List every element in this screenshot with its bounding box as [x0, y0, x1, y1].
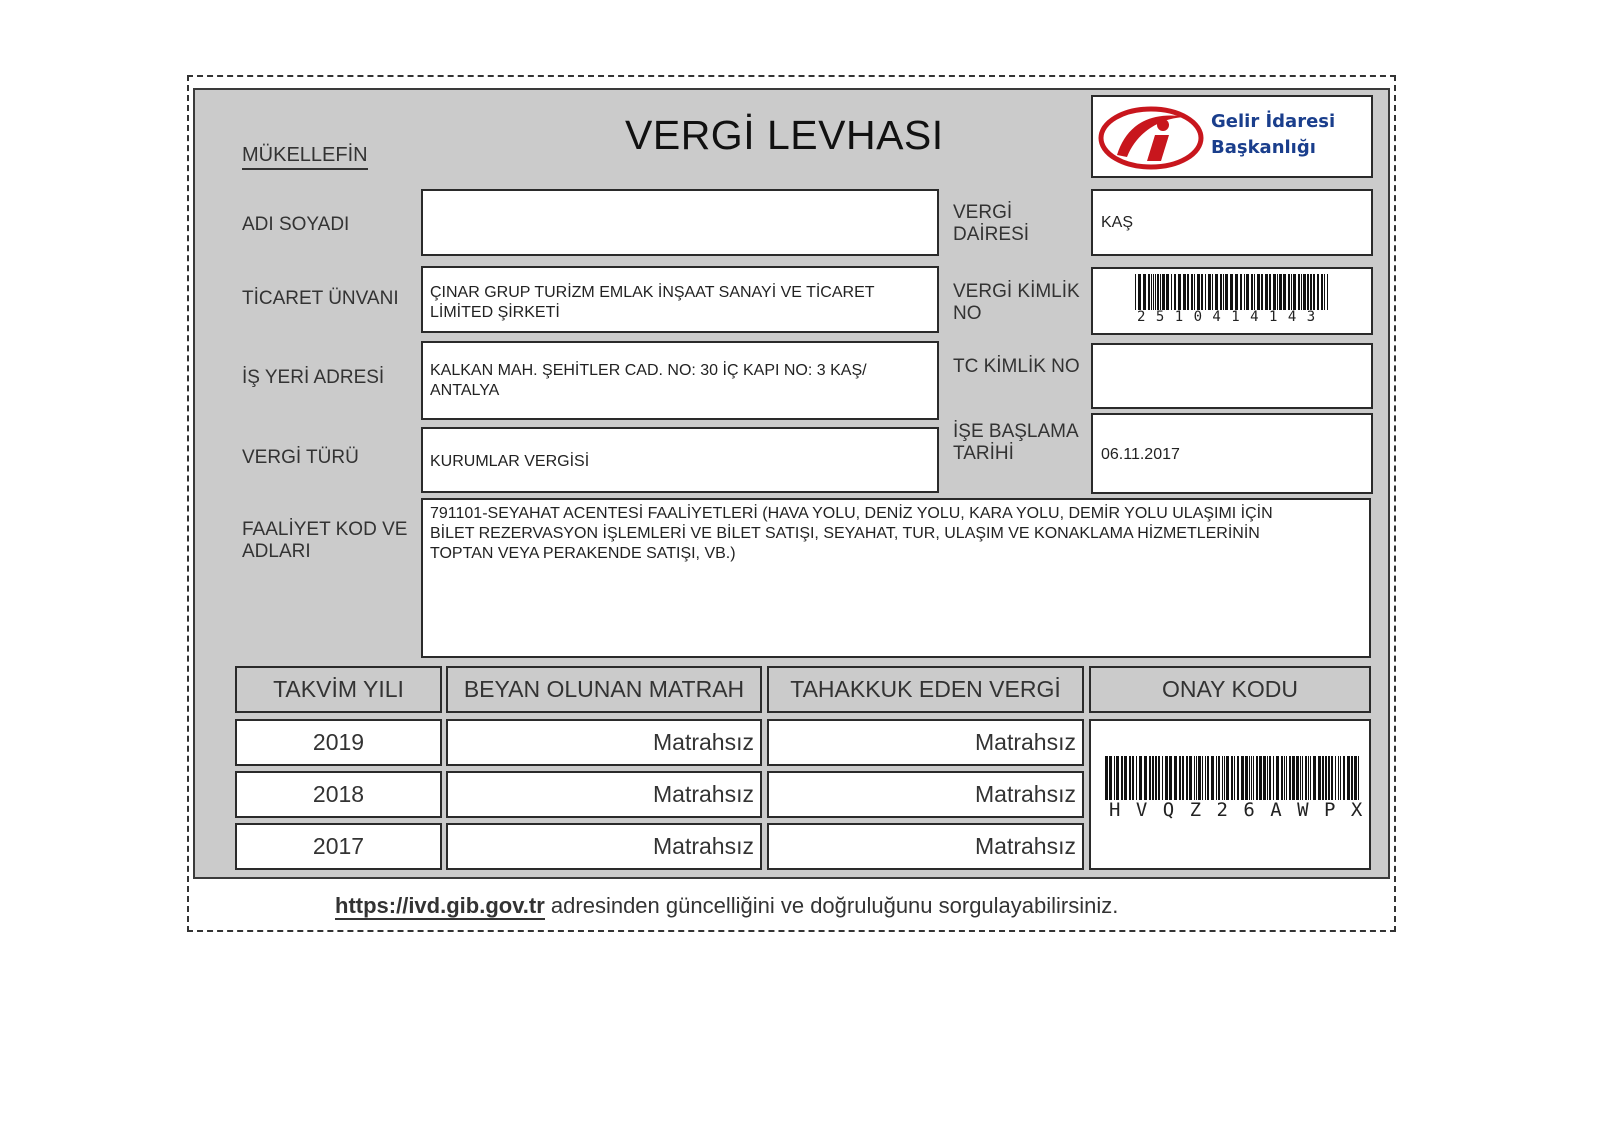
is-yeri-adresi-label: İŞ YERİ ADRESİ — [242, 367, 385, 388]
barcode-bar — [1347, 756, 1350, 800]
barcode-bar — [1225, 274, 1228, 310]
barcode-bar — [1220, 274, 1222, 310]
barcode-bar — [1207, 756, 1209, 800]
ise-baslama-label-line-2: TARİHİ — [953, 443, 1014, 464]
gib-logo — [1091, 95, 1373, 178]
barcode-bar — [1328, 756, 1330, 800]
barcode-bar — [1189, 756, 1192, 800]
barcode-bar — [1327, 274, 1328, 310]
barcode-bar — [1234, 756, 1235, 800]
barcode-bar — [1240, 274, 1242, 310]
barcode-bar — [1322, 756, 1324, 800]
verification-note — [335, 893, 1118, 919]
vergi-dairesi-label-line-2: DAİRESİ — [953, 224, 1030, 245]
barcode-bar — [1136, 756, 1137, 800]
gib-logo-text — [1211, 109, 1335, 161]
barcode-bar — [1211, 756, 1214, 800]
col-header-takvim-yili: TAKVİM YILI — [235, 666, 442, 713]
barcode-bar — [1269, 274, 1271, 310]
barcode-bar — [1313, 274, 1315, 310]
barcode-bar — [1114, 756, 1115, 800]
barcode-bar — [1223, 274, 1224, 310]
barcode-bar — [1191, 274, 1193, 310]
table-cell-year: 2017 — [235, 823, 442, 870]
barcode-bar — [1162, 274, 1165, 310]
barcode-bar — [1109, 756, 1112, 800]
vergi-kimlik-label-line-1: VERGİ KİMLİK — [953, 281, 1080, 302]
barcode-bar — [1261, 274, 1263, 310]
barcode-bar — [1166, 274, 1169, 310]
barcode-bar — [1308, 756, 1309, 800]
page-title: VERGİ LEVHASI — [625, 112, 944, 158]
barcode-bar — [1273, 274, 1276, 310]
barcode-bar — [1135, 274, 1136, 310]
vergi-dairesi-label-line-1: VERGİ — [953, 202, 1013, 223]
is-yeri-adresi-field — [421, 341, 939, 420]
logo-line-1: Gelir İdaresi — [1211, 111, 1336, 132]
barcode-bar — [1121, 756, 1123, 800]
barcode-bar — [1151, 274, 1152, 310]
vergi-kimlik-label-line-2: NO — [953, 303, 982, 324]
barcode-bar — [1187, 274, 1189, 310]
barcode-bar — [1182, 756, 1184, 800]
barcode-bar — [1144, 756, 1147, 800]
barcode-bar — [1302, 756, 1303, 800]
barcode-bar — [1245, 756, 1248, 800]
barcode-bar — [1222, 756, 1223, 800]
barcode-bar — [1174, 274, 1176, 310]
barcode-bar — [1305, 756, 1307, 800]
barcode-bar — [1301, 274, 1302, 310]
barcode-bar — [1254, 274, 1255, 310]
ise-baslama-label-line-1: İŞE BAŞLAMA — [953, 421, 1079, 442]
barcode-bar — [1231, 756, 1233, 800]
barcode-bar — [1279, 274, 1282, 310]
barcode-bar — [1331, 756, 1333, 800]
tc-kimlik-field — [1091, 343, 1373, 409]
barcode-bar — [1116, 756, 1119, 800]
barcode-bar — [1153, 274, 1154, 310]
barcode-bar — [1265, 274, 1268, 310]
ticaret-unvani-field — [421, 266, 939, 333]
barcode-bar — [1289, 756, 1291, 800]
col-header-beyan-olunan-matrah: BEYAN OLUNAN MATRAH — [446, 666, 762, 713]
barcode-bar — [1165, 756, 1168, 800]
barcode-bar — [1162, 756, 1163, 800]
barcode-bar — [1139, 756, 1142, 800]
ticaret-unvani-value — [430, 283, 875, 323]
barcode-bar — [1155, 274, 1156, 310]
vergi-kimlik-label — [953, 281, 1080, 325]
barcode-bar — [1281, 756, 1283, 800]
barcode-bar — [1198, 756, 1201, 800]
barcode-bar — [1230, 274, 1233, 310]
is-yeri-adresi-line-2: ANTALYA — [430, 382, 500, 399]
barcode-bar — [1218, 756, 1220, 800]
barcode-bar — [1157, 274, 1159, 310]
ticaret-unvani-line-2: LİMİTED ŞİRKETİ — [430, 304, 560, 321]
barcode-bar — [1324, 274, 1325, 310]
ticaret-unvani-label: TİCARET ÜNVANI — [242, 288, 399, 309]
barcode-bar — [1300, 756, 1301, 800]
barcode-bar — [1194, 274, 1195, 310]
barcode-bar — [1283, 274, 1286, 310]
barcode-bar — [1310, 274, 1312, 310]
barcode-bar — [1178, 274, 1181, 310]
col-header-onay-kodu: ONAY KODU — [1089, 666, 1371, 713]
table-cell-year: 2018 — [235, 771, 442, 818]
table-cell-vergi: Matrahsız — [767, 823, 1084, 870]
faaliyet-field — [421, 498, 1371, 658]
faaliyet-label-line-1: FAALİYET KOD VE — [242, 519, 408, 540]
vergi-dairesi-label — [953, 202, 1029, 246]
barcode-bar — [1313, 756, 1316, 800]
barcode-bar — [1235, 274, 1238, 310]
barcode-bar — [1246, 274, 1249, 310]
tc-kimlik-label: TC KİMLİK NO — [953, 356, 1080, 377]
barcode-bar — [1277, 274, 1278, 310]
barcode-bar — [1288, 274, 1290, 310]
table-cell-vergi: Matrahsız — [767, 719, 1084, 766]
table-cell-vergi: Matrahsız — [767, 771, 1084, 818]
barcode-bar — [1201, 274, 1203, 310]
barcode-bar — [1237, 756, 1239, 800]
barcode-bar — [1343, 756, 1345, 800]
barcode-bar — [1183, 274, 1186, 310]
barcode-bar — [1317, 274, 1319, 310]
faaliyet-label-line-2: ADLARI — [242, 541, 311, 562]
vergi-kimlik-barcode — [1135, 274, 1329, 310]
vergi-dairesi-field — [1091, 189, 1373, 256]
barcode-bar — [1208, 274, 1211, 310]
barcode-bar — [1340, 756, 1341, 800]
barcode-bar — [1291, 274, 1292, 310]
barcode-bar — [1276, 756, 1279, 800]
table-cell-year: 2019 — [235, 719, 442, 766]
barcode-bar — [1325, 756, 1327, 800]
table-cell-matrah: Matrahsız — [446, 719, 762, 766]
barcode-bar — [1303, 274, 1306, 310]
barcode-bar — [1186, 756, 1188, 800]
barcode-bar — [1215, 274, 1218, 310]
is-yeri-adresi-line-1: KALKAN MAH. ŞEHİTLER CAD. NO: 30 İÇ KAPI NO: 3 KAŞ/ — [430, 362, 867, 379]
vergi-turu-value: KURUMLAR VERGİSİ — [430, 453, 590, 470]
vergi-turu-field — [421, 427, 939, 493]
barcode-bar — [1251, 274, 1253, 310]
barcode-bar — [1256, 756, 1258, 800]
barcode-bar — [1307, 274, 1309, 310]
barcode-bar — [1354, 756, 1357, 800]
faaliyet-line-3: TOPTAN VEYA PERAKENDE SATIŞI, VB.) — [430, 545, 736, 562]
barcode-bar — [1257, 274, 1260, 310]
barcode-bar — [1202, 756, 1203, 800]
faaliyet-value — [430, 504, 1273, 564]
verification-text: adresinden güncelliğini ve doğruluğunu sorgulayabilirsiniz. — [544, 893, 1119, 918]
onay-kodu-field — [1089, 719, 1371, 870]
barcode-bar — [1212, 274, 1213, 310]
barcode-bar — [1132, 756, 1134, 800]
barcode-bar — [1205, 274, 1206, 310]
barcode-bar — [1216, 756, 1217, 800]
barcode-bar — [1263, 756, 1266, 800]
barcode-bar — [1338, 756, 1339, 800]
barcode-bar — [1174, 756, 1177, 800]
barcode-bar — [1226, 756, 1229, 800]
barcode-bar — [1149, 756, 1151, 800]
barcode-bar — [1197, 274, 1200, 310]
faaliyet-line-2: BİLET REZERVASYON İŞLEMLERİ VE BİLET SATIŞI, SEYAHAT, TUR, ULAŞIM VE KONAKLAMA HİZMETLERİNİN — [430, 525, 1260, 542]
barcode-bar — [1160, 274, 1161, 310]
barcode-bar — [1269, 756, 1271, 800]
barcode-bar — [1296, 756, 1299, 800]
barcode-bar — [1335, 756, 1336, 800]
barcode-bar — [1273, 756, 1274, 800]
gib-logo-icon — [1097, 103, 1207, 173]
barcode-bar — [1310, 756, 1311, 800]
barcode-bar — [1179, 756, 1181, 800]
verification-link[interactable]: https://ivd.gib.gov.tr — [335, 893, 545, 918]
barcode-bar — [1298, 274, 1300, 310]
vergi-kimlik-value: 2 5 1 0 4 1 4 1 4 3 — [1137, 309, 1317, 325]
barcode-bar — [1158, 756, 1160, 800]
barcode-bar — [1224, 756, 1225, 800]
barcode-bar — [1105, 756, 1108, 800]
barcode-bar — [1321, 274, 1323, 310]
barcode-bar — [1244, 274, 1245, 310]
barcode-bar — [1267, 756, 1268, 800]
mukellef-heading: MÜKELLEFİN — [242, 144, 368, 170]
barcode-bar — [1148, 274, 1150, 310]
table-cell-matrah: Matrahsız — [446, 823, 762, 870]
barcode-bar — [1241, 756, 1244, 800]
barcode-bar — [1138, 274, 1141, 310]
barcode-bar — [1293, 274, 1296, 310]
barcode-bar — [1152, 756, 1154, 800]
adi-soyadi-field — [421, 189, 939, 256]
barcode-bar — [1194, 756, 1195, 800]
table-cell-matrah: Matrahsız — [446, 771, 762, 818]
adi-soyadi-label: ADI SOYADI — [242, 214, 350, 235]
col-header-tahakkuk-eden-vergi: TAHAKKUK EDEN VERGİ — [767, 666, 1084, 713]
onay-kodu-value: H V Q Z 2 6 A W P X — [1109, 799, 1365, 821]
barcode-bar — [1205, 756, 1206, 800]
logo-line-2: Başkanlığı — [1211, 137, 1316, 158]
faaliyet-label — [242, 519, 407, 563]
barcode-bar — [1129, 756, 1131, 800]
is-yeri-adresi-value — [430, 361, 867, 401]
barcode-bar — [1155, 756, 1157, 800]
barcode-bar — [1318, 756, 1321, 800]
ticaret-unvani-line-1: ÇINAR GRUP TURİZM EMLAK İNŞAAT SANAYİ VE TİCARET — [430, 284, 875, 301]
barcode-bar — [1124, 756, 1127, 800]
vergi-turu-label: VERGİ TÜRÜ — [242, 447, 359, 468]
barcode-bar — [1286, 756, 1287, 800]
faaliyet-line-1: 791101-SEYAHAT ACENTESİ FAALİYETLERİ (HAVA YOLU, DENİZ YOLU, KARA YOLU, DEMİR YOLU ULAŞIMI İÇİN — [430, 505, 1273, 522]
barcode-bar — [1143, 274, 1146, 310]
barcode-bar — [1196, 756, 1197, 800]
barcode-bar — [1169, 756, 1172, 800]
vergi-dairesi-value: KAŞ — [1101, 214, 1134, 231]
barcode-bar — [1171, 274, 1172, 310]
onay-kodu-barcode — [1105, 756, 1359, 800]
barcode-bar — [1251, 756, 1252, 800]
barcode-bar — [1292, 756, 1295, 800]
barcode-bar — [1358, 756, 1359, 800]
vergi-kimlik-field — [1091, 267, 1373, 335]
barcode-bar — [1253, 756, 1254, 800]
ise-baslama-value: 06.11.2017 — [1101, 446, 1180, 463]
barcode-bar — [1284, 756, 1285, 800]
barcode-bar — [1249, 756, 1250, 800]
barcode-bar — [1351, 756, 1353, 800]
barcode-bar — [1259, 756, 1262, 800]
ise-baslama-label — [953, 421, 1079, 465]
ise-baslama-field — [1091, 413, 1373, 494]
